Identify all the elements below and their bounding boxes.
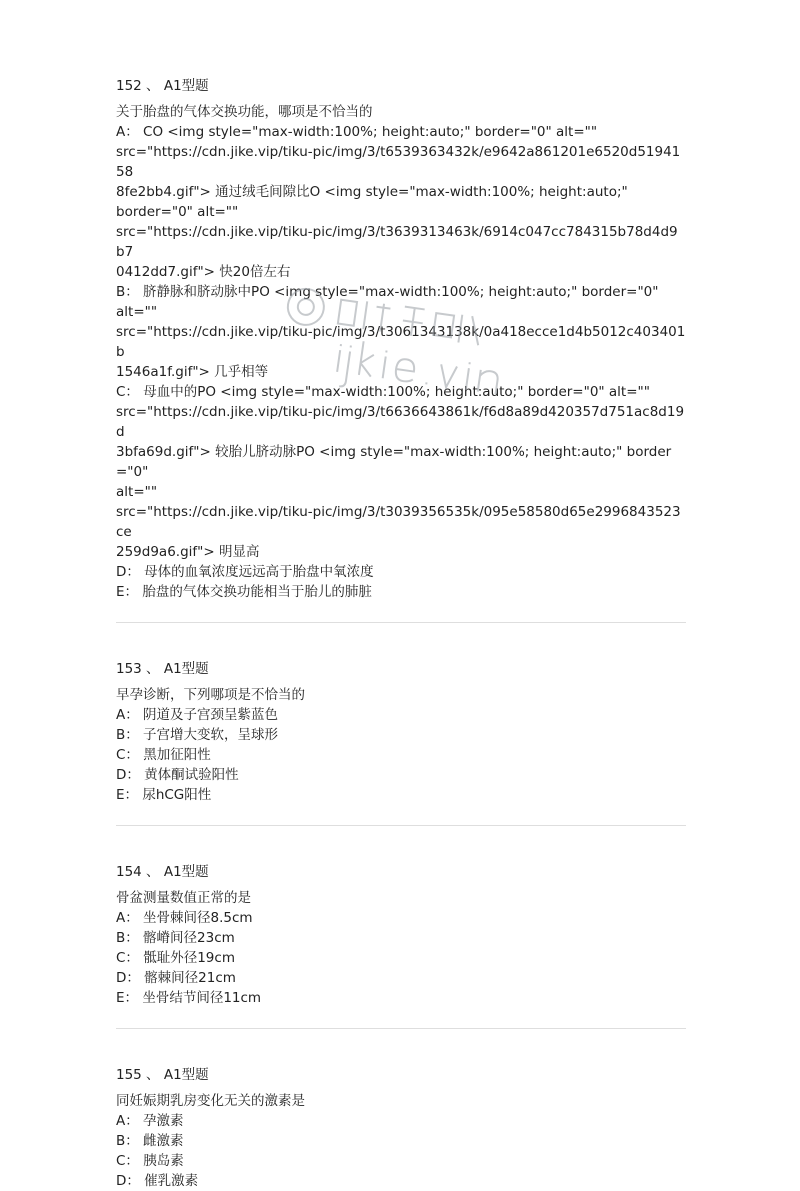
- option-b: B： 髂嵴间径23cm: [116, 930, 235, 946]
- section-divider: [116, 622, 686, 623]
- option-e: E： 胎盘的气体交换功能相当于胎儿的肺脏: [116, 584, 372, 600]
- question-153: [116, 659, 686, 805]
- option-e: E： 坐骨结节间径11cm: [116, 990, 262, 1006]
- option-line: border="0" alt="": [116, 204, 239, 220]
- option-c: C： 胰岛素: [116, 1153, 184, 1169]
- option-d: D： 催乳激素: [116, 1173, 199, 1189]
- option-line: C： 母血中的PO <img style="max-width:100%; height:auto;" border="0" alt="": [116, 384, 650, 400]
- question-header: 152 、 A1型题: [116, 78, 209, 94]
- question-stem: 关于胎盘的气体交换功能，哪项是不恰当的: [116, 104, 373, 120]
- question-stem: 骨盆测量数值正常的是: [116, 890, 251, 906]
- option-d: D： 黄体酮试验阳性: [116, 767, 239, 783]
- option-line: alt="": [116, 484, 158, 500]
- option-line: A： CO <img style="max-width:100%; height:auto;" border="0" alt="": [116, 124, 598, 140]
- option-b: B： 雌激素: [116, 1133, 184, 1149]
- option-line: src="https://cdn.jike.vip/tiku-pic/img/3/t3061343138k/0a418ecce1d4b5012c403401b: [116, 324, 686, 360]
- question-list: [116, 76, 686, 1191]
- question-header: 155 、 A1型题: [116, 1067, 209, 1083]
- option-line: src="https://cdn.jike.vip/tiku-pic/img/3/t6636643861k/f6d8a89d420357d751ac8d19d: [116, 404, 685, 440]
- option-a: A： 阴道及子宫颈呈紫蓝色: [116, 707, 279, 723]
- option-line: B： 脐静脉和脐动脉中PO <img style="max-width:100%; height:auto;" border="0": [116, 284, 659, 300]
- option-d: D： 母体的血氧浓度远远高于胎盘中氧浓度: [116, 564, 374, 580]
- option-line: 3bfa69d.gif"> 较胎儿脐动脉PO <img style="max-width:100%; height:auto;" border="0": [116, 444, 672, 480]
- question-154: [116, 862, 686, 1008]
- option-e: E： 尿hCG阳性: [116, 787, 212, 803]
- option-b: B： 子宫增大变软，呈球形: [116, 727, 279, 743]
- option-c: C： 骶耻外径19cm: [116, 950, 235, 966]
- option-c: C： 黑加征阳性: [116, 747, 211, 763]
- option-line: 0412dd7.gif"> 快20倍左右: [116, 264, 291, 280]
- option-line: 1546a1f.gif"> 几乎相等: [116, 364, 269, 380]
- option-d: D： 髂棘间径21cm: [116, 970, 236, 986]
- question-header: 154 、 A1型题: [116, 864, 209, 880]
- question-header: 153 、 A1型题: [116, 661, 209, 677]
- section-divider: [116, 825, 686, 826]
- option-a: A： 孕激素: [116, 1113, 184, 1129]
- option-line: alt="": [116, 304, 158, 320]
- question-stem: 同妊娠期乳房变化无关的激素是: [116, 1093, 305, 1109]
- section-divider: [116, 1028, 686, 1029]
- option-line: src="https://cdn.jike.vip/tiku-pic/img/3/t6539363432k/e9642a861201e6520d5194158: [116, 144, 681, 180]
- question-155: [116, 1065, 686, 1191]
- option-line: 8fe2bb4.gif"> 通过绒毛间隙比O <img style="max-width:100%; height:auto;": [116, 184, 628, 200]
- question-152: [116, 76, 686, 602]
- option-a: A： 坐骨棘间径8.5cm: [116, 910, 253, 926]
- question-stem: 早孕诊断，下列哪项是不恰当的: [116, 687, 305, 703]
- option-line: src="https://cdn.jike.vip/tiku-pic/img/3/t3639313463k/6914c047cc784315b78d4d9b7: [116, 224, 678, 260]
- option-line: src="https://cdn.jike.vip/tiku-pic/img/3/t3039356535k/095e58580d65e2996843523ce: [116, 504, 681, 540]
- option-line: 259d9a6.gif"> 明显高: [116, 544, 260, 560]
